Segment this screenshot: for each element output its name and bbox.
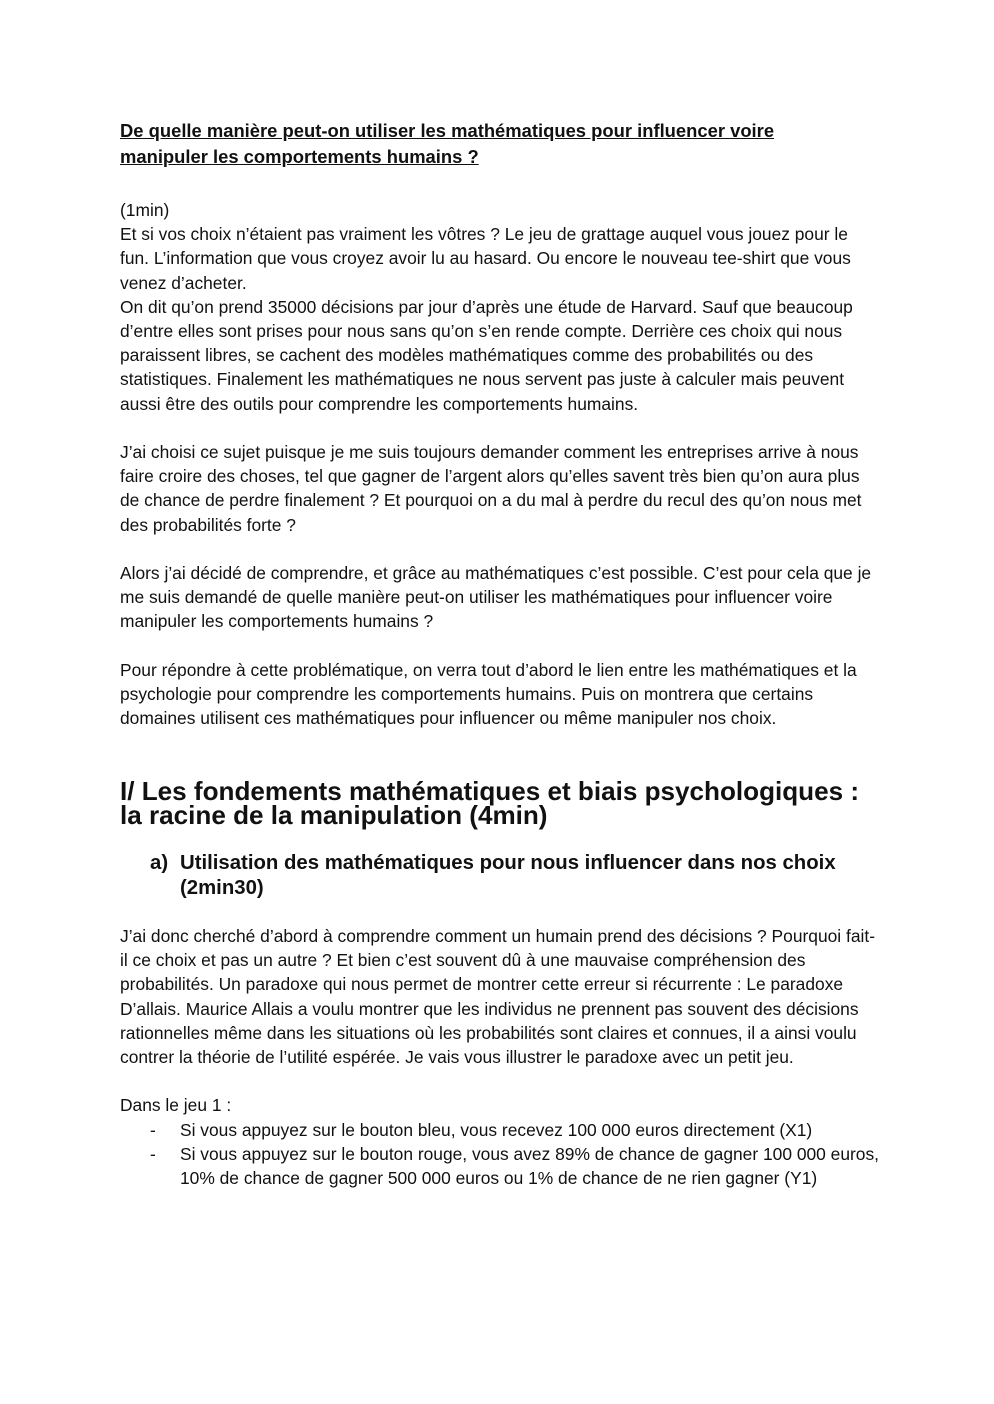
- spacer: [120, 170, 880, 198]
- intro-paragraph-2: On dit qu’on prend 35000 décisions par jour d’après une étude de Harvard. Sauf que beaucoup d’entre elles sont prises pour nous sans qu’on s’en rende compte. Derrière ces choix qui nous paraissent libres, se cachent des modèles mathématiques comme des probabilités ou des statistiques. Finalement les mathématiques ne nous servent pas juste à calculer mais peuvent aussi être des outils pour comprendre les comportements humains.: [120, 296, 853, 414]
- section-paragraph-1: J’ai donc cherché d’abord à comprendre comment un humain prend des décisions ? Pourquoi fait-il ce choix et pas un autre ? Et bien c’est souvent dû à une mauvaise compréhension des probabilités. Un paradoxe qui nous permet de montrer cette erreur si récurrente : Le paradoxe D’allais. Maurice Allais a voulu montrer que les individus ne prennent pas souvent des décisions rationnelles même dans les situations où les probabilités sont claires et connues, il a ainsi voulu contrer la théorie de l’utilité espérée. Je vais vous illustrer le paradoxe avec un petit jeu.: [120, 925, 875, 1067]
- intro-paragraph-4: Alors j’ai décidé de comprendre, et grâce au mathématiques c’est possible. C’est pour cela que je me suis demandé de quelle manière peut-on utiliser les mathématiques pour influencer voire manipuler les comportements humains ?: [120, 563, 872, 632]
- spacer: [120, 900, 880, 924]
- list-item-text: Si vous appuyez sur le bouton rouge, vous avez 89% de chance de gagner 100 000 euros, 10% de chance de gagner 500 000 euros ou 1% de chance de ne rien gagner (Y1): [180, 1143, 880, 1188]
- intro-paragraph-1: Et si vos choix n’étaient pas vraiment les vôtres ? Le jeu de grattage auquel vous jouez pour le fun. L’information que vous croyez avoir lu au hasard. Ou encore le nouveau tee-shirt que vous venez d’acheter.: [120, 224, 851, 293]
- list-item: [120, 1142, 880, 1190]
- list-dash: -: [150, 1119, 156, 1140]
- list-dash: -: [150, 1143, 156, 1164]
- spacer: [120, 827, 880, 851]
- game-label: Dans le jeu 1 :: [120, 1095, 232, 1116]
- game-options-list: [120, 1118, 880, 1191]
- intro-paragraph-3: J’ai choisi ce sujet puisque je me suis toujours demander comment les entreprises arrive à nous faire croire des choses, tel que gagner de l’argent alors qu’elles savent très bien qu’on aura plus de chance de perdre finalement ? Et pourquoi on a du mal à perdre du recul des qu’on nous met des probabilités forte ?: [120, 442, 862, 535]
- spacer: [120, 537, 880, 561]
- spacer: [120, 416, 880, 440]
- list-item-text: Si vous appuyez sur le bouton bleu, vous recevez 100 000 euros directement (X1): [180, 1119, 813, 1140]
- intro-paragraph-5: Pour répondre à cette problématique, on verra tout d’abord le lien entre les mathématiques et la psychologie pour comprendre les comportements humains. Puis on montrera que certains domaines utilisent ces mathématiques pour influencer ou même manipuler nos choix.: [120, 659, 857, 729]
- spacer: [120, 730, 880, 754]
- section-heading: I/ Les fondements mathématiques et biais psychologiques : la racine de la manipulation (4min): [120, 775, 860, 830]
- subsection-marker: a): [150, 852, 169, 875]
- subsection-heading: [120, 851, 880, 899]
- spacer: [120, 634, 880, 658]
- list-item: [120, 1118, 880, 1142]
- intro-timing: (1min): [120, 200, 170, 220]
- subsection-title: Utilisation des mathématiques pour nous influencer dans nos choix (2min30): [180, 852, 836, 899]
- spacer: [120, 1069, 880, 1093]
- document-page: [120, 118, 880, 1190]
- document-title: De quelle manière peut-on utiliser les mathématiques pour influencer voire manipuler les comportements humains ?: [120, 120, 775, 167]
